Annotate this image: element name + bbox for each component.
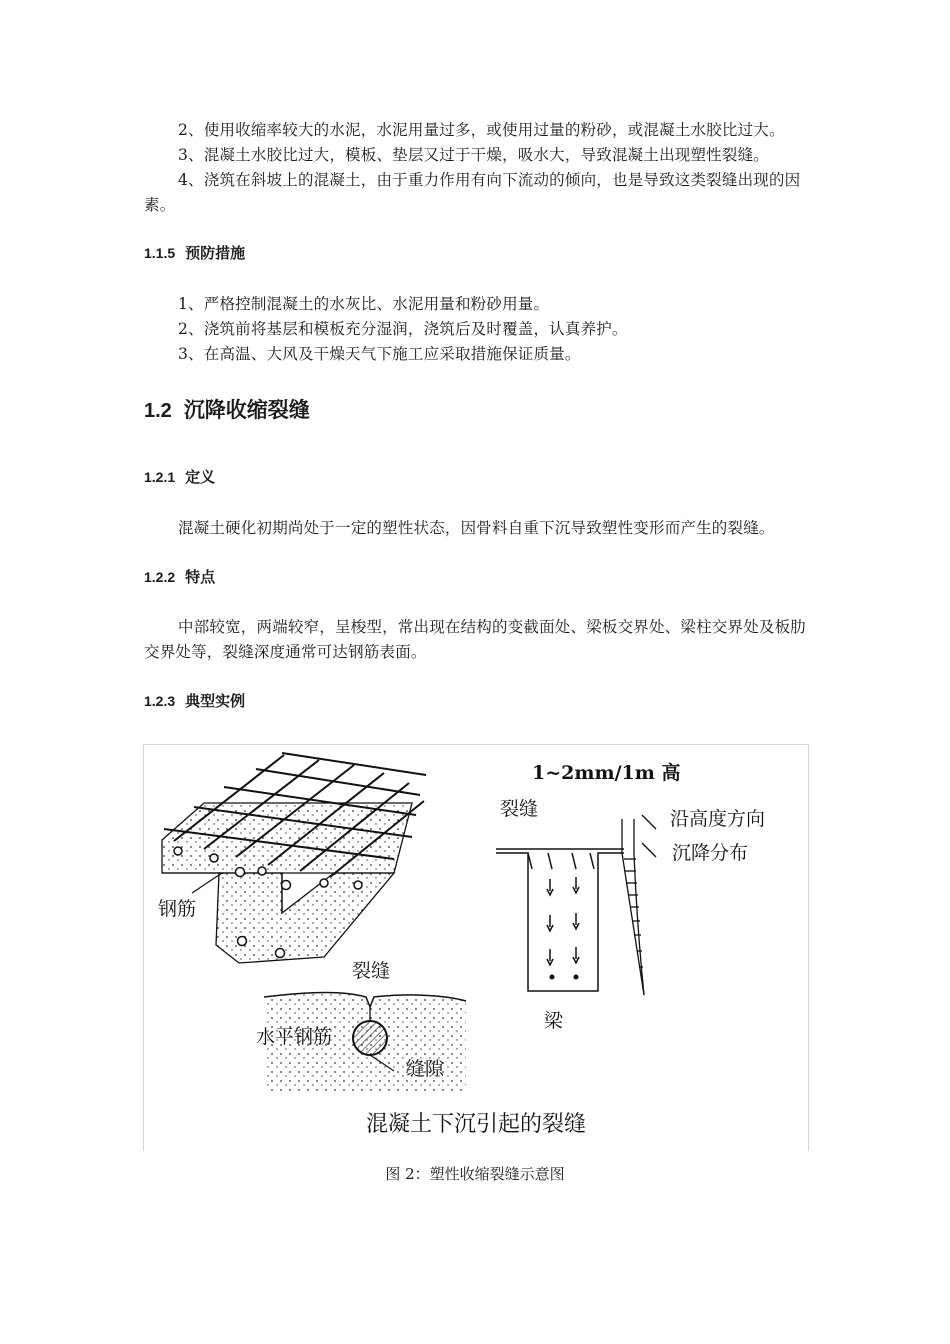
heading-title: 沉降收缩裂缝 xyxy=(183,397,310,422)
heading-number: 1.2.3 xyxy=(144,693,176,709)
figure-drawing xyxy=(144,745,808,1151)
settlement-distribution xyxy=(622,815,656,995)
heading-1-2-3 xyxy=(144,691,245,711)
heading-number: 1.2.2 xyxy=(144,569,176,585)
heading-1-2 xyxy=(144,396,310,425)
heading-1-2-1 xyxy=(144,467,215,487)
heading-1-2-2 xyxy=(144,567,215,587)
figure-caption: 图 2：塑性收缩裂缝示意图 xyxy=(385,1165,565,1183)
paragraph-cause-4: 4、浇筑在斜坡上的混凝土，由于重力作用有向下流动的倾向，也是导致这类裂缝出现的因素。 xyxy=(144,171,801,214)
prevention-item-2: 2、浇筑前将基层和模板充分湿润，浇筑后及时覆盖，认真养护。 xyxy=(178,320,628,338)
label-rebar: 钢筋 xyxy=(158,898,197,920)
label-direction-1: 沿高度方向 xyxy=(670,808,766,830)
heading-number: 1.2 xyxy=(144,400,172,422)
label-beam: 梁 xyxy=(544,1010,564,1032)
label-crack-section: 裂缝 xyxy=(352,960,391,982)
heading-number: 1.2.1 xyxy=(144,469,176,485)
label-settlement-ratio: 1~2mm/1m 高 xyxy=(532,762,681,784)
heading-title: 典型实例 xyxy=(185,692,246,710)
prevention-item-1: 1、严格控制混凝土的水灰比、水泥用量和粉砂用量。 xyxy=(178,295,550,313)
label-horizontal-rebar: 水平钢筋 xyxy=(256,1026,333,1048)
heading-1-1-5 xyxy=(144,243,245,263)
heading-title: 定义 xyxy=(185,468,216,486)
figure-title: 混凝土下沉引起的裂缝 xyxy=(366,1112,587,1137)
definition-paragraph: 混凝土硬化初期尚处于一定的塑性状态，因骨料自重下沉导致塑性变形而产生的裂缝。 xyxy=(178,519,775,537)
heading-title: 预防措施 xyxy=(185,244,246,262)
beam-section xyxy=(496,849,624,991)
paragraph-cause-2: 2、使用收缩率较大的水泥，水泥用量过多，或使用过量的粉砂，或混凝土水胶比过大。 xyxy=(178,121,785,139)
label-gap: 缝隙 xyxy=(406,1058,445,1080)
heading-number: 1.1.5 xyxy=(144,245,176,261)
settlement-crack-figure xyxy=(143,744,809,1151)
label-direction-2: 沉降分布 xyxy=(672,842,749,864)
paragraph-cause-3: 3、混凝土水胶比过大，模板、垫层又过于干燥，吸水大，导致混凝土出现塑性裂缝。 xyxy=(178,146,769,164)
heading-title: 特点 xyxy=(185,568,216,586)
label-crack-beam: 裂缝 xyxy=(500,798,539,820)
features-paragraph: 中部较宽，两端较窄，呈梭型，常出现在结构的变截面处、梁板交界处、梁柱交界处及板肋交界处等，裂缝深度通常可达钢筋表面。 xyxy=(144,618,807,661)
prevention-item-3: 3、在高温、大风及干燥天气下施工应采取措施保证质量。 xyxy=(178,345,581,363)
rebar-leader-line xyxy=(192,873,222,893)
